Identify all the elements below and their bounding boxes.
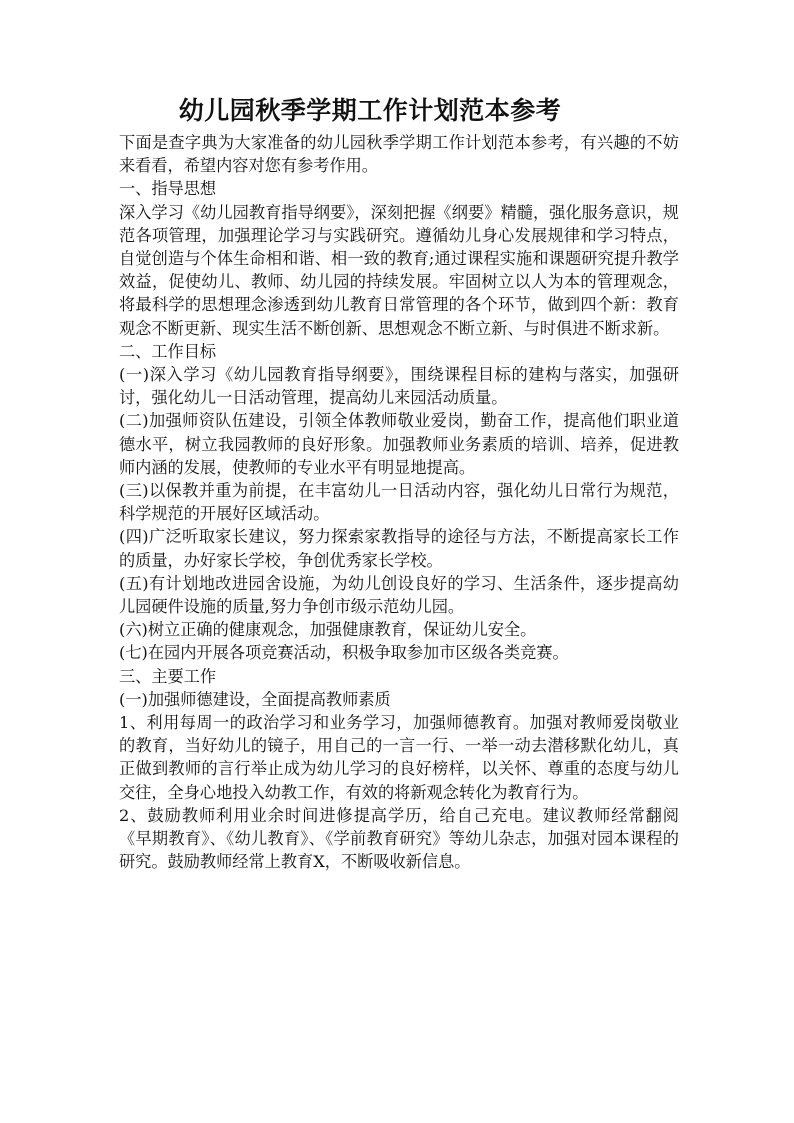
guiding-ideology-paragraph: 深入学习《幼儿园教育指导纲要》，深刻把握《纲要》精髓，强化服务意识，规范各项管理，加强理论学习与实践研究。遵循幼儿身心发展规律和学习特点，自觉创造与个体生命相和谐、相一致的教育;通过课程实施和课题研究提升教学效益，促使幼儿、教师、幼儿园的持续发展。牢固树立以人为本的管理观念，将最科学的思想理念渗透到幼儿教育日常管理的各个环节，做到四个新：教育观念不断更新、现实生活不断创新、思想观念不断立新、与时俱进不断求新。 xyxy=(119,202,679,338)
goal-item-6: (六)树立正确的健康观念，加强健康教育，保证幼儿安全。 xyxy=(119,620,537,640)
section-heading-guiding-ideology: 一、指导思想 xyxy=(119,179,217,199)
document-title: 幼儿园秋季学期工作计划范本参考 xyxy=(178,96,562,125)
goal-item-7: (七)在园内开展各项竞赛活动，积极争取参加市区级各类竞赛。 xyxy=(119,643,569,663)
goal-item-3: (三)以保教并重为前提，在丰富幼儿一日活动内容，强化幼儿日常行为规范，科学规范的开展好区域活动。 xyxy=(119,481,679,524)
goal-item-2: (二)加强师资队伍建设，引领全体教师敬业爱岗，勤奋工作，提高他们职业道德水平，树立我园教师的良好形象。加强教师业务素质的培训、培养，促进教师内涵的发展，使教师的专业水平有明显地提高。 xyxy=(119,411,679,477)
main-work-item-2: 2、鼓励教师利用业余时间进修提高学历，给自己充电。建议教师经常翻阅《早期教育》、《幼儿教育》、《学前教育研究》等幼儿杂志，加强对园本课程的研究。鼓励教师经常上教育X，不断吸收新信息。 xyxy=(119,805,679,872)
goal-item-1: (一)深入学习《幼儿园教育指导纲要》，围绕课程目标的建构与落实，加强研讨，强化幼儿一日活动管理，提高幼儿来园活动质量。 xyxy=(119,365,679,408)
document-body xyxy=(119,131,679,874)
goal-item-5: (五)有计划地改进园舍设施，为幼儿创设良好的学习、生活条件，逐步提高幼儿园硬件设施的质量,努力争创市级示范幼儿园。 xyxy=(119,573,679,617)
section-heading-work-goals: 二、工作目标 xyxy=(119,341,217,361)
goal-item-4: (四)广泛听取家长建议，努力探索家教指导的途径与方法，不断提高家长工作的质量，办好家长学校，争创优秀家长学校。 xyxy=(119,527,679,570)
intro-paragraph: 下面是查字典为大家准备的幼儿园秋季学期工作计划范本参考，有兴趣的不妨来看看，希望内容对您有参考作用。 xyxy=(119,133,679,176)
section-heading-main-work: 三、主要工作 xyxy=(119,666,217,686)
subsection-heading-teacher-ethics: (一)加强师德建设，全面提高教师素质 xyxy=(119,689,391,709)
main-work-item-1: 1、利用每周一的政治学习和业务学习，加强师德教育。加强对教师爱岗敬业的教育，当好幼儿的镜子，用自己的一言一行、一举一动去潜移默化幼儿，真正做到教师的言行举止成为幼儿学习的良好榜样，以关怀、尊重的态度与幼儿交往，全身心地投入幼教工作，有效的将新观念转化为教育行为。 xyxy=(119,713,679,802)
